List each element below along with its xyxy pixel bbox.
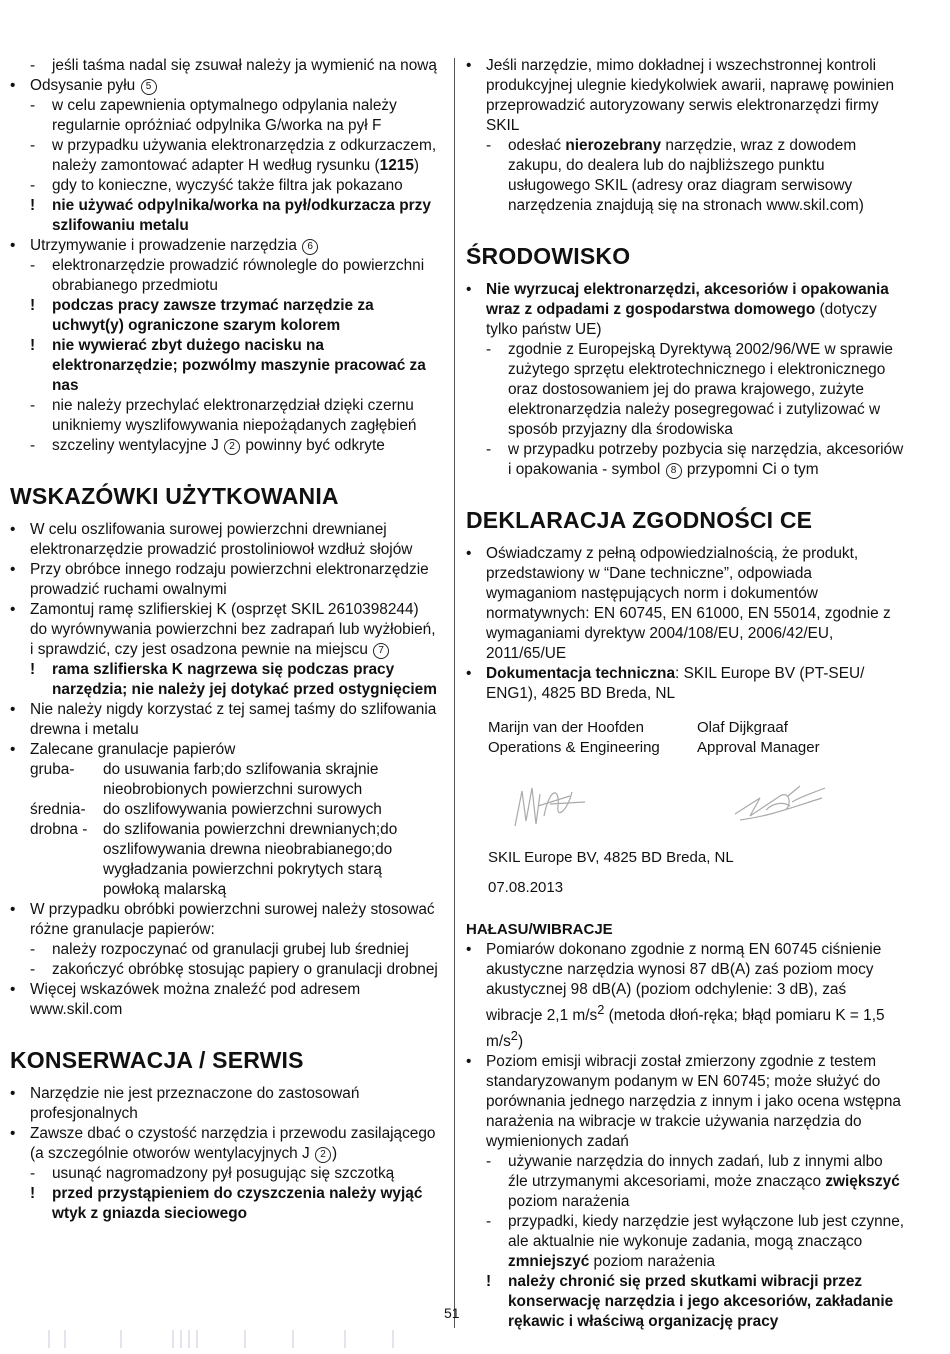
section-heading-tips: WSKAZÓWKI UŻYTKOWANIA [10,483,339,509]
list-item: - elektronarzędzie prowadzić równolegle do powierzchni obrabianego przedmiotu [30,257,425,294]
list-item: • Jeśli narzędzie, mimo dokładnej i wszechstronnej kontroli produkcyjnej ulegnie kiedykolwiek awarii, naprawę powinien przeprowadzić autoryzowany serwis elektronarzędzi firmy SKIL [466,57,895,134]
print-mark [188,1330,190,1348]
print-mark [196,1330,198,1348]
figure-ref-8: 8 [666,463,682,479]
list-item: • Nie należy nigdy korzystać z tej samej taśmy do szlifowania drewna i metalu [10,701,437,738]
grain-row: drobna - do szlifowania powierzchni drewnianych;do oszlifowywania drewna nieobrabianego;do wygładzania powierzchni pokrytych starą powłoką malarską [30,821,398,898]
signature-1-icon [510,776,600,836]
list-item: • Przy obróbce innego rodzaju powierzchni elektronarzędzie prowadzić ruchami owalnymi [10,561,429,598]
list-item: - odesłać nierozebrany narzędzie, wraz z dowodem zakupu, do dealera lub do najbliższego punktu usługowego SKIL (adresy oraz diagram serwisowy narzędzenia znajdują się na stronach www.skil.com) [486,137,864,214]
right-column [466,56,906,1332]
list-item: • Zawsze dbać o czystość narzędzia i przewodu zasilającego (a szczególnie otworów wentylacyjnych J 2 ) [10,1125,436,1162]
warning-item: ! rama szlifierska K nagrzewa się podczas pracy narzędzia; nie należy jej dotykać przed ostygnięciem [30,661,437,698]
list-item: - szczeliny wentylacyjne J 2 powinny być odkryte [30,437,385,454]
figure-ref-2: 2 [315,1147,331,1163]
figure-ref-6: 6 [302,239,318,255]
print-mark [392,1330,394,1348]
list-item: - używanie narzędzia do innych zadań, lub z innymi albo źle utrzymanymi akcesoriami, może znacząco zwiększyć poziom narażenia [486,1153,900,1211]
list-item: • Odsysanie pyłu 5 [10,76,440,96]
list-item: - gdy to konieczne, wyczyść także filtra jak pokazano [30,177,403,194]
section-heading-environment: ŚRODOWISKO [466,243,631,269]
signature-2-icon [730,776,830,826]
print-mark [244,1330,246,1348]
warning-item: ! nie używać odpylnika/worka na pył/odkurzacza przy szlifowaniu metalu [30,197,431,234]
list-item: • W przypadku obróbki powierzchni surowej należy stosować różne granulacje papierów: [10,901,435,938]
list-item: - należy rozpoczynać od granulacji grubej lub średniej [30,941,409,958]
print-mark [180,1330,182,1348]
print-mark [64,1330,66,1348]
signatory-role: Operations & Engineering [488,739,660,756]
list-item: - jeśli taśma nadal się zsuwał należy ja wymienić na nową [30,57,437,74]
figure-ref-7: 7 [373,643,389,659]
list-item: - nie należy przechylać elektronarzędział dzięki czernu unikniemy wyszlifowywania niepożądanych zagłębień [30,397,417,434]
print-marks [0,1330,950,1350]
list-item: • Utrzymywanie i prowadzenie narzędzia 6 [10,236,440,256]
warning-item: ! należy chronić się przed skutkami wibracji przez konserwację narzędzia i jego akcesoriów, zakładanie rękawic i właściwą organizację pracy [486,1273,894,1331]
list-item: • Narzędzie nie jest przeznaczone do zastosowań profesjonalnych [10,1085,360,1122]
list-item: - w celu zapewnienia optymalnego odpylania należy regularnie opróżniać odpylnika G/worka na pył F [30,97,397,134]
list-item: • Więcej wskazówek można znaleźć pod adresem www.skil.com [10,981,361,1018]
figure-ref-5: 5 [141,79,157,95]
warning-item: ! nie wywierać zbyt dużego nacisku na elektronarzędzie; pozwólmy maszynie pracować za nas [30,337,426,394]
section-heading-maintenance: KONSERWACJA / SERWIS [10,1047,304,1073]
ce-mark-icon: CE [779,507,813,533]
section-heading-noise: HAŁASU/WIBRACJE [466,921,613,938]
print-mark [48,1330,50,1348]
company-address: SKIL Europe BV, 4825 BD Breda, NL [488,849,734,866]
list-item: • Nie wyrzucaj elektronarzędzi, akcesoriów i opakowania wraz z odpadami z gospodarstwa domowego (dotyczy tylko państw UE) [466,281,889,338]
list-item: - w przypadku potrzeby pozbycia się narzędzia, akcesoriów i opakowania - symbol 8 przypomni Ci o tym [486,441,904,478]
declaration-date: 07.08.2013 [488,879,564,896]
column-divider [454,58,455,1328]
list-item: • W celu oszlifowania surowej powierzchni drewnianej elektronarzędzie prowadzić prostoliniowoł wzdłuż słojów [10,521,413,558]
dust-title: Odsysanie pyłu [30,77,136,94]
list-item: - w przypadku używania elektronarzędzia z odkurzaczem, należy zamontować adapter H według rysunku (1215) [30,137,437,174]
list-item: - przypadki, kiedy narzędzie jest wyłączone lub jest czynne, ale aktualnie nie wykonuje zadania, mogą znacząco zmniejszyć poziom narażenia [486,1213,905,1271]
list-item: • Zamontuj ramę szlifierskiej K (osprzęt SKIL 2610398244) do wyrównywania powierzchni bez zadrapań lub wyżłobień, i sprawdzić, czy jest osadzona pewnie na miejscu 7 [10,601,436,658]
print-mark [292,1330,294,1348]
warning-item: ! przed przystąpieniem do czyszczenia należy wyjąć wtyk z gniazda sieciowego [30,1185,423,1222]
page-number: 51 [444,1305,460,1321]
signatory-name: Olaf Dijkgraaf [697,719,788,736]
grain-row: średnia- do oszlifowywania powierzchni surowych [30,801,382,818]
list-item: • Oświadczamy z pełną odpowiedzialnością, że produkt, przedstawiony w “Dane techniczne”, odpowiada wymaganiom następujących norm i dokumentów normatywnych: EN 60745, EN 61000, EN 55014, zgodnie z wymaganiami dyrektyw 2004/108/EU, 2006/42/EU, 2011/65/UE [466,545,891,662]
list-item: - zakończyć obróbkę stosując papiery o granulacji drobnej [30,961,438,978]
signatories [488,718,906,758]
signatures [510,776,906,836]
list-item: • Dokumentacja techniczna: SKIL Europe BV (PT-SEU/ ENG1), 4825 BD Breda, NL [466,665,865,702]
warning-item: ! podczas pracy zawsze trzymać narzędzie za uchwyt(y) ograniczone szarym kolorem [30,297,374,334]
list-item: • Poziom emisji wibracji został zmierzony zgodnie z testem standaryzowanym podanym w EN 60745; może służyć do porównania jednego narzędzia z innym i jako ocena wstępna narażenia na wibracje w trakcie używania narzędzia do wymienionych zadań [466,1053,901,1151]
list-item: • Pomiarów dokonano zgodnie z normą EN 60745 ciśnienie akustyczne narzędzia wynosi 87 dB(A) zaś poziom mocy akustycznej 98 dB(A) (poziom odchylenie: 3 dB), zaś wibracje 2,1 $m/s^2$ (metoda dłoń-ręka; błąd pomiaru K = 1,5 $m/s^2$) [466,941,885,1051]
signatory-name: Marijn van der Hoofden [488,719,644,736]
figure-ref-2: 2 [224,439,240,455]
list-item: - zgodnie z Europejską Dyrektywą 2002/96/WE w sprawie zużytego sprzętu elektrotechnicznego i elektronicznego oraz dostosowaniem jej do prawa krajowego, zużyte elektronarzędzia należy posegregować i zutylizować w sposób przyjazny dla środowiska [486,341,893,438]
list-item: • Zalecane granulacje papierów [10,741,236,758]
grain-row: gruba- do usuwania farb;do szlifowania skrajnie nieobrobionych powierzchni surowych [30,761,379,798]
print-mark [344,1330,346,1348]
signatory-role: Approval Manager [697,739,820,756]
list-item: - usunąć nagromadzony pył posugując się szczotką [30,1165,395,1182]
print-mark [172,1330,174,1348]
print-mark [120,1330,122,1348]
left-column [10,56,440,1224]
section-heading-declaration: DEKLARACJA ZGODNOŚCI CE [466,507,813,533]
